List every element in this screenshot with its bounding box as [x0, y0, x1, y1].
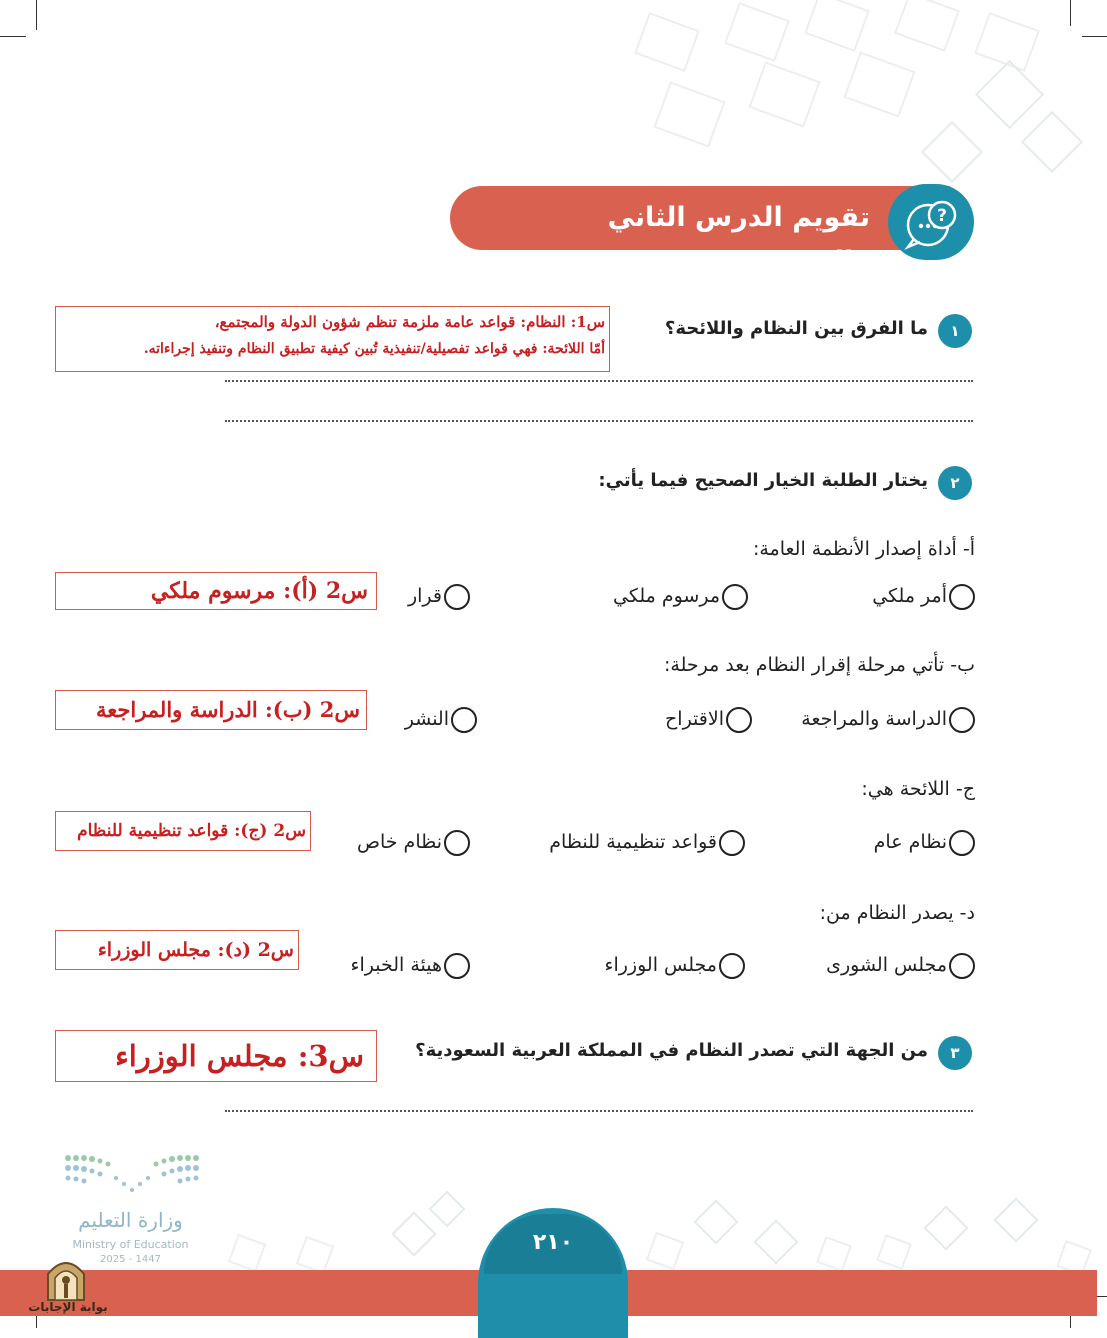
option-label: هيئة الخبراء — [350, 954, 442, 976]
option-label: قرار — [407, 585, 442, 607]
answer-text: س3: مجلس الوزراء — [115, 1039, 364, 1073]
option-label: مجلس الشورى — [826, 954, 947, 976]
answer-text: س2 (ب): الدراسة والمراجعة — [96, 697, 360, 722]
option-choice[interactable] — [320, 826, 470, 858]
question-bubble-icon — [888, 184, 974, 260]
ministry-name-en: Ministry of Education — [72, 1238, 189, 1251]
option-label: مجلس الوزراء — [604, 954, 717, 976]
answer-text: س2 (ج): قواعد تنظيمية للنظام — [77, 821, 306, 841]
option-choice[interactable] — [540, 580, 748, 612]
radio-button[interactable] — [719, 953, 745, 979]
question-number-badge: ٢ — [938, 466, 972, 500]
question-text: من الجهة التي تصدر النظام في المملكة العربية السعودية؟ — [415, 1040, 928, 1061]
option-choice[interactable] — [760, 703, 975, 735]
sub-question-label: د- يصدر النظام من: — [819, 902, 975, 924]
option-label: مرسوم ملكي — [613, 585, 720, 607]
answer-line-dotted — [225, 380, 973, 382]
option-label: الاقتراح — [665, 708, 724, 730]
sub-question-label: أ- أداة إصدار الأنظمة العامة: — [752, 538, 975, 560]
question-number-badge: ١ — [938, 314, 972, 348]
option-choice[interactable] — [820, 826, 975, 858]
answer-box — [55, 690, 367, 730]
radio-button[interactable] — [949, 584, 975, 610]
radio-button[interactable] — [451, 707, 477, 733]
option-label: نظام خاص — [357, 831, 442, 853]
radio-button[interactable] — [444, 830, 470, 856]
option-choice[interactable] — [375, 703, 477, 735]
option-choice[interactable] — [790, 949, 975, 981]
radio-button[interactable] — [444, 584, 470, 610]
option-label: قواعد تنظيمية للنظام — [549, 831, 717, 853]
option-label: الدراسة والمراجعة — [801, 708, 947, 730]
page-title: تقويم الدرس الثاني والعشرين — [607, 202, 870, 277]
radio-button[interactable] — [949, 830, 975, 856]
radio-button[interactable] — [719, 830, 745, 856]
sub-question-label: ج- اللائحة هي: — [861, 778, 975, 800]
crop-mark — [1082, 36, 1107, 37]
radio-button[interactable] — [726, 707, 752, 733]
ministry-name-ar: وزارة التعليم — [78, 1208, 183, 1232]
radio-button[interactable] — [444, 953, 470, 979]
answer-box — [55, 1030, 377, 1082]
option-label: نظام عام — [873, 831, 947, 853]
answer-line: س1: النظام: قواعد عامة ملزمة تنظم شؤون الدولة والمجتمع، — [214, 313, 605, 331]
option-label: النشر — [404, 708, 449, 730]
option-choice[interactable] — [560, 949, 745, 981]
portal-label: بوابة الإجابات — [28, 1300, 108, 1314]
answer-line-dotted — [225, 420, 973, 422]
radio-button[interactable] — [722, 584, 748, 610]
svg-text:?: ? — [937, 206, 947, 226]
crop-mark — [36, 0, 37, 30]
answer-text: س2 (د): مجلس الوزراء — [97, 939, 294, 961]
radio-button[interactable] — [949, 953, 975, 979]
option-choice[interactable] — [300, 949, 470, 981]
radio-button[interactable] — [949, 707, 975, 733]
question-number-badge: ٣ — [938, 1036, 972, 1070]
answer-line: أمّا اللائحة: فهي قواعد تفصيلية/تنفيذية تُبين كيفية تطبيق النظام وتنفيذ إجراءاته. — [143, 341, 605, 357]
answer-box — [55, 930, 299, 970]
option-choice[interactable] — [780, 580, 975, 612]
option-choice[interactable] — [380, 580, 470, 612]
answer-box — [55, 572, 377, 610]
crop-mark — [1070, 0, 1071, 26]
question-text: ما الفرق بين النظام واللائحة؟ — [664, 318, 928, 339]
question-text: يختار الطلبة الخيار الصحيح فيما يأتي: — [598, 470, 928, 491]
ministry-year: 2025 - 1447 — [100, 1254, 161, 1265]
crop-mark — [0, 36, 26, 37]
answer-box — [55, 811, 311, 851]
option-label: أمر ملكي — [872, 585, 947, 607]
ministry-logo — [62, 1150, 202, 1200]
answer-text: س2 (أ): مرسوم ملكي — [150, 578, 368, 604]
page-number: ٢١٠ — [532, 1230, 574, 1255]
answer-box — [55, 306, 610, 372]
option-choice[interactable] — [600, 703, 752, 735]
sub-question-label: ب- تأتي مرحلة إقرار النظام بعد مرحلة: — [663, 654, 975, 676]
option-choice[interactable] — [500, 826, 745, 858]
portal-logo — [44, 1256, 88, 1302]
answer-line-dotted — [225, 1110, 973, 1112]
